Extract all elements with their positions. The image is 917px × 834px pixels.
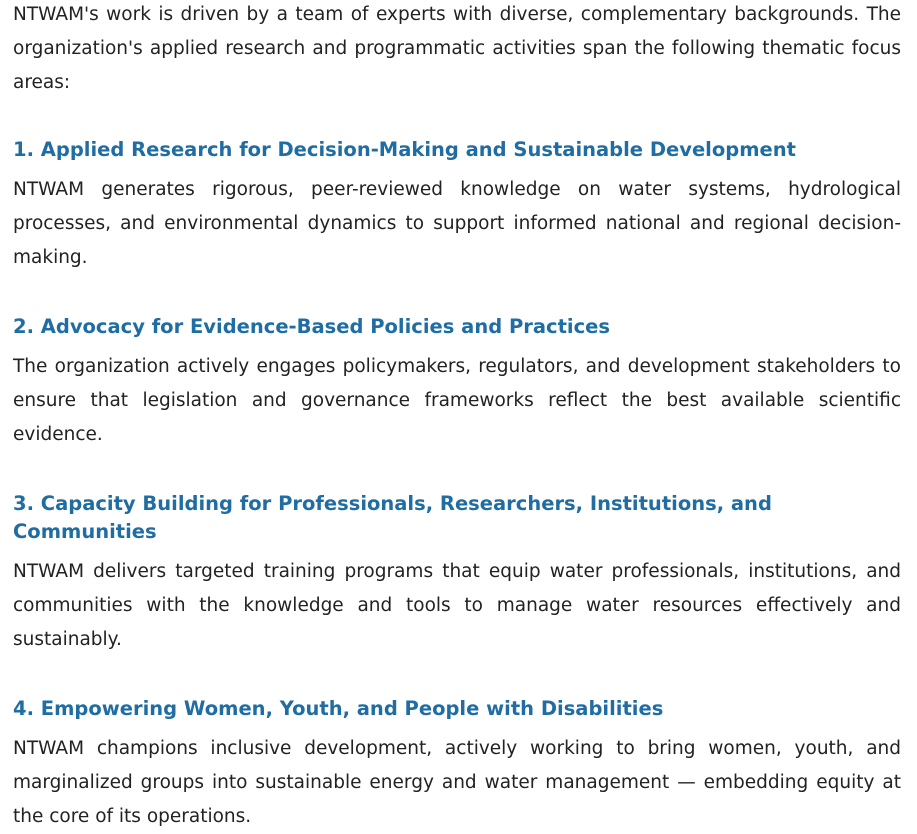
focus-area-3 xyxy=(13,490,901,657)
section-body: NTWAM champions inclusive development, actively working to bring women, youth, and marginalized groups into sustainable energy and water management — embedding equity at the core of its operations. xyxy=(13,738,901,827)
section-heading: 1. Applied Research for Decision-Making and Sustainable Development xyxy=(13,138,796,161)
section-body: The organization actively engages policymakers, regulators, and development stakeholders to ensure that legislation and governance frameworks reflect the best available scientific evidence. xyxy=(13,356,901,445)
section-body: NTWAM delivers targeted training programs that equip water professionals, institutions, and communities with the knowledge and tools to manage water resources effectively and sustainably. xyxy=(13,561,901,650)
focus-area-1 xyxy=(13,136,901,275)
intro-paragraph: NTWAM's work is driven by a team of experts with diverse, complementary backgrounds. The organization's applied research and programmatic activities span the following thematic focus areas: xyxy=(13,4,901,93)
section-heading: 2. Advocacy for Evidence-Based Policies and Practices xyxy=(13,315,610,338)
section-heading: 4. Empowering Women, Youth, and People with Disabilities xyxy=(13,697,664,720)
focus-area-4 xyxy=(13,695,901,834)
focus-area-2 xyxy=(13,313,901,452)
section-heading: 3. Capacity Building for Professionals, Researchers, Institutions, and Communities xyxy=(13,492,772,543)
section-body: NTWAM generates rigorous, peer-reviewed knowledge on water systems, hydrological processes, and environmental dynamics to support informed national and regional decision-making. xyxy=(13,179,901,268)
